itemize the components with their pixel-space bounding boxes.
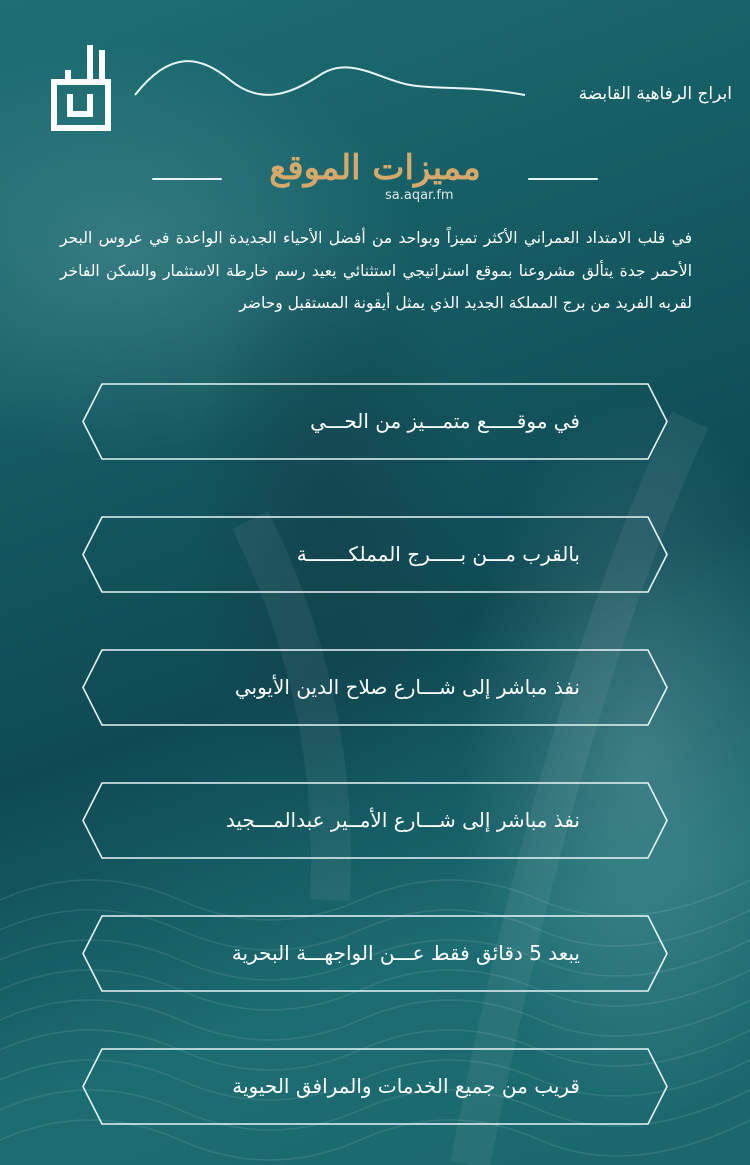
feature-box-location: [82, 383, 668, 460]
feature-label: قريب من جميع الخدمات والمرافق الحيوية: [232, 1074, 580, 1098]
feature-label: نفذ مباشر إلى شـــارع الأمــير عبدالمـــجيد: [225, 808, 580, 832]
company-name: ابراج الرفاهية القابضة: [578, 84, 732, 104]
feature-label: في موقـــــع متمـــيز من الحـــي: [310, 409, 580, 433]
feature-box-kingdom-tower: [82, 516, 668, 593]
watermark: sa.aqar.fm: [385, 188, 454, 203]
feature-label: نفذ مباشر إلى شـــارع صلاح الدين الأيوبي: [234, 675, 580, 699]
company-logo: [50, 42, 112, 132]
feature-box-services: [82, 1048, 668, 1125]
feature-box-waterfront: [82, 915, 668, 992]
feature-label: يبعد 5 دقائق فقط عـــن الواجهـــة البحرية: [231, 941, 580, 965]
feature-box-salah-aldin-street: [82, 649, 668, 726]
feature-label: بالقرب مـــن بـــــرج المملكـــــــة: [296, 542, 580, 566]
title-divider-right: [528, 178, 598, 180]
header-wave-line: [130, 50, 530, 110]
intro-paragraph: في قلب الامتداد العمراني الأكثر تميزاً وبواحد من أفضل الأحياء الجديدة الواعدة في عروس البحر الأحمر جدة يتألق مشروعنا بموقع استراتيجي استثنائي يعيد رسم خارطة الاستثمار والسكن الفاخر لقربه الفريد من برج المملكة الجديد الذي يمثل أيقونة المستقبل وحاضر: [60, 229, 692, 312]
section-title: مميزات الموقع: [269, 148, 481, 188]
title-divider-left: [152, 178, 222, 180]
feature-box-prince-abdulmajeed-street: [82, 782, 668, 859]
section-title-row: [0, 140, 750, 200]
